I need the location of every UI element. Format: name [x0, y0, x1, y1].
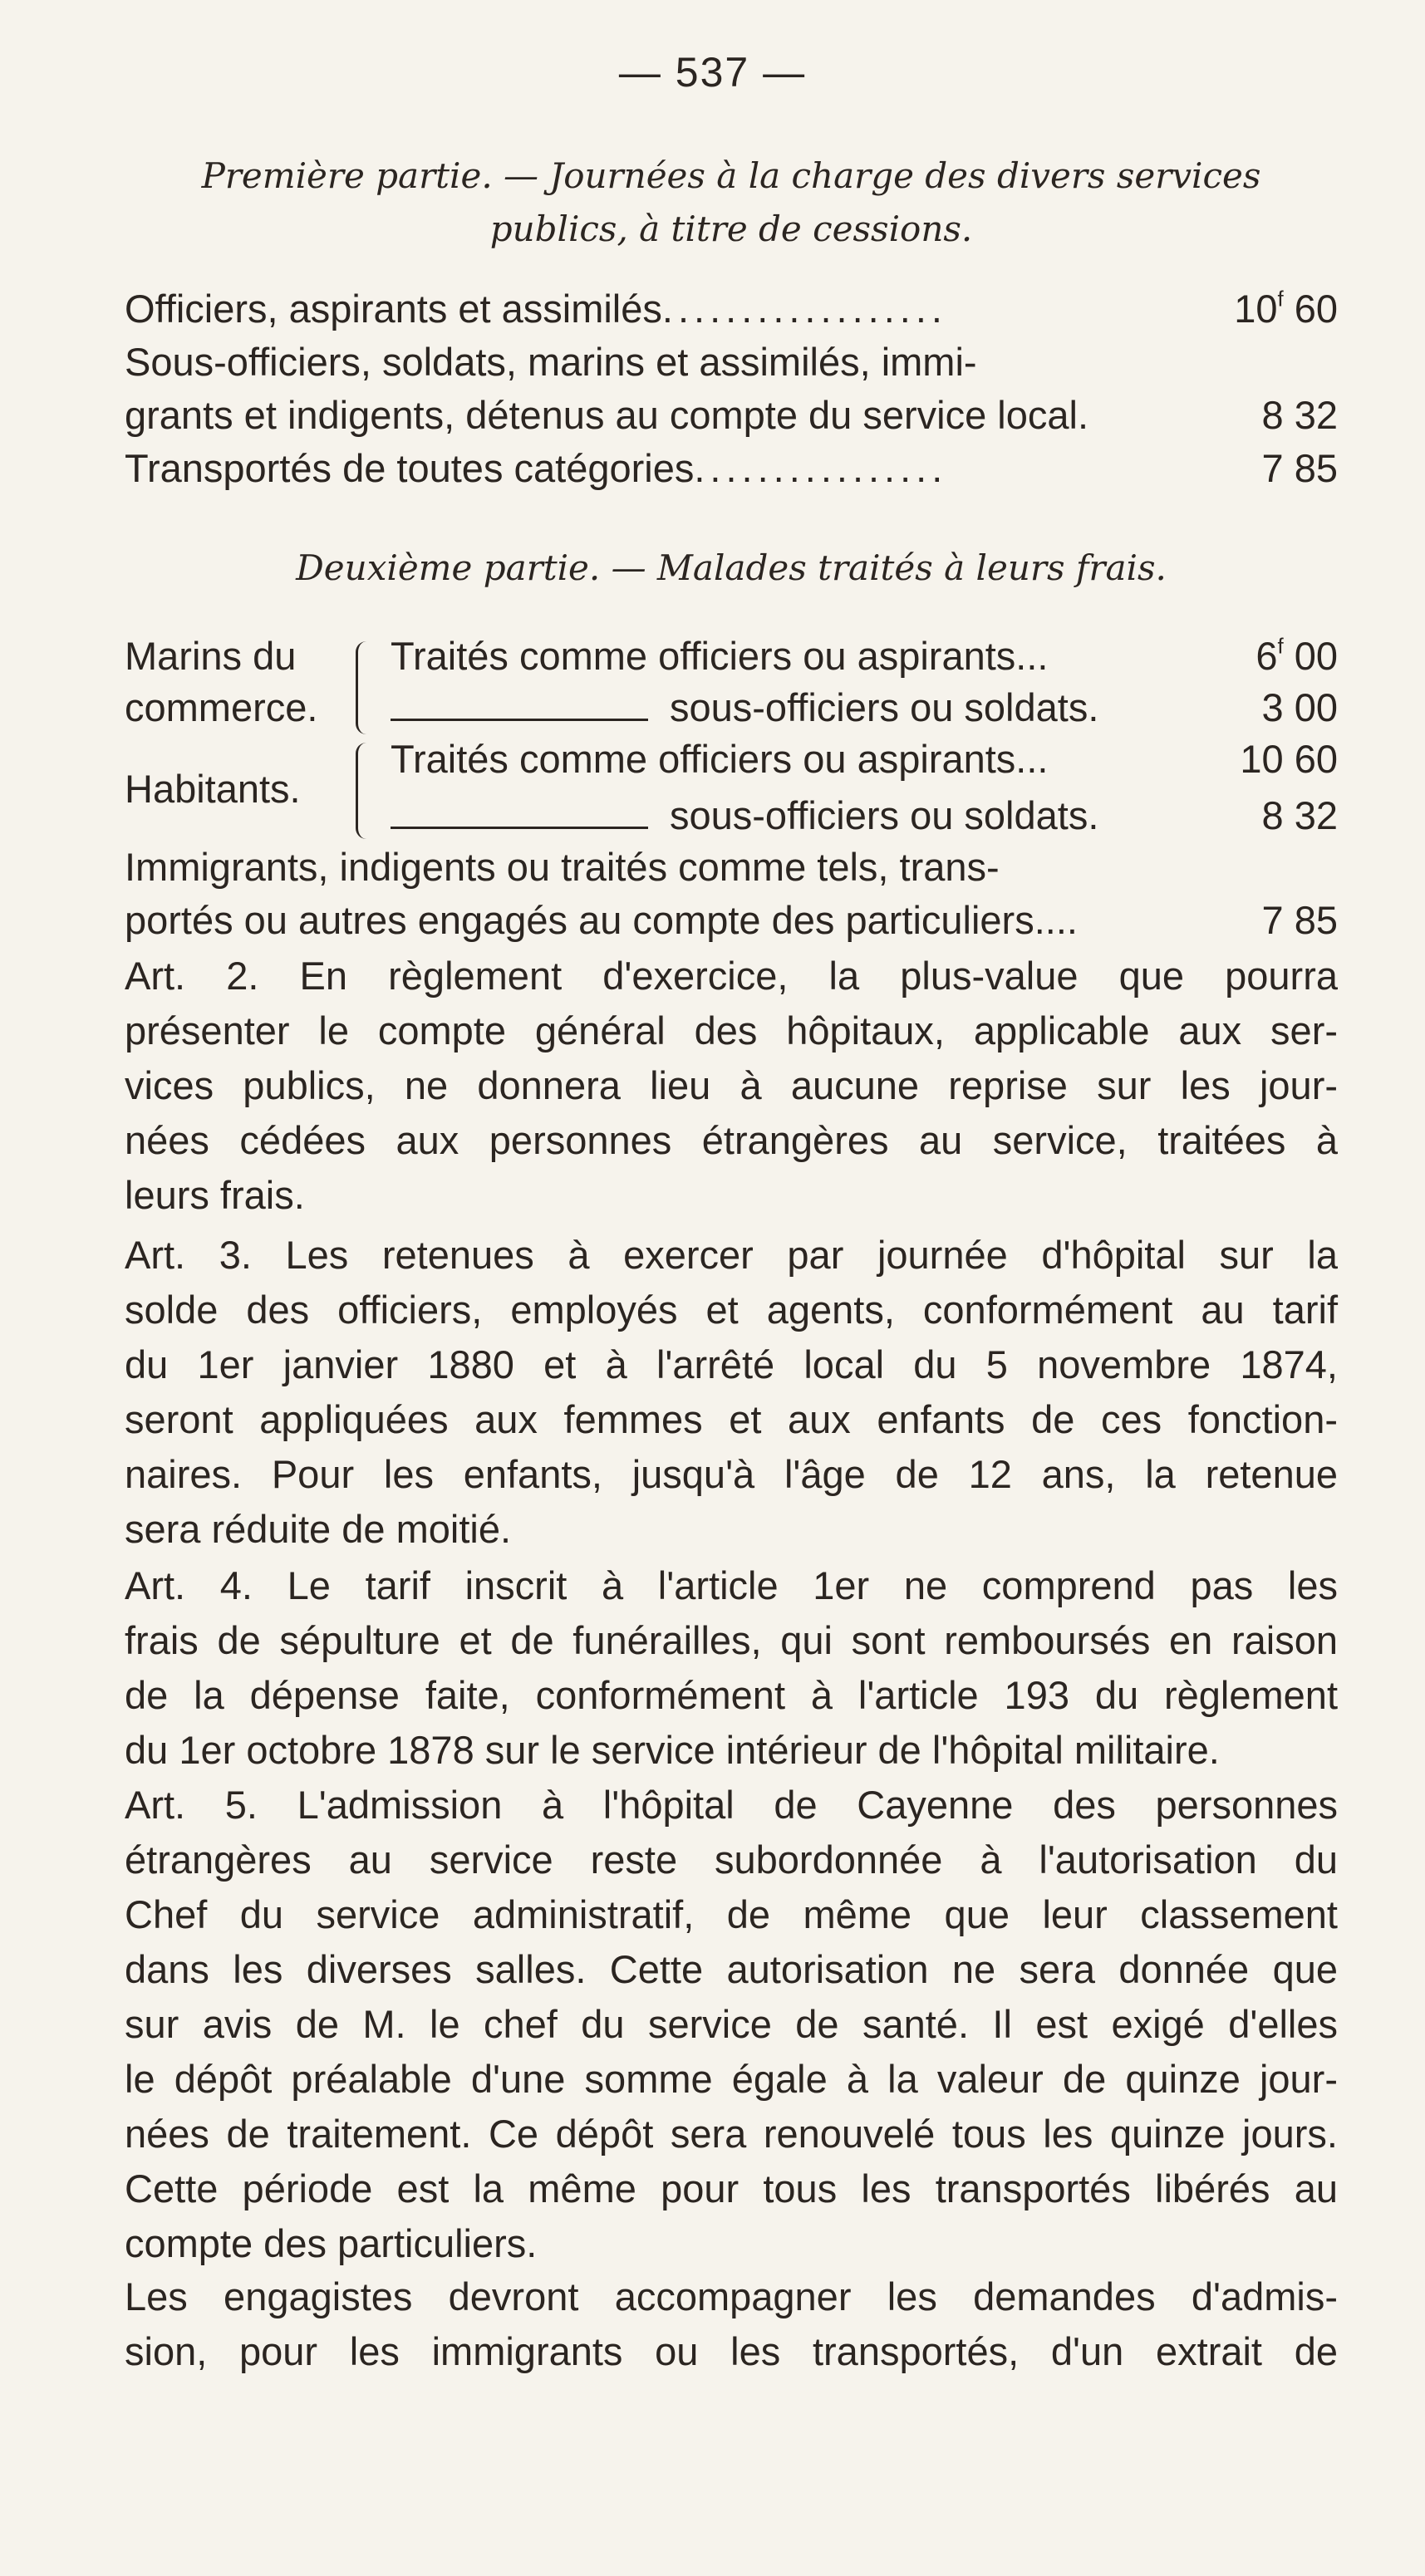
- rate-label: Traités comme officiers ou aspirants...: [391, 634, 1049, 678]
- rate-label: sous-officiers ou soldats.: [670, 685, 1099, 729]
- text-line: Art. 5. L'admission à l'hôpital de Cayenne des personnes: [125, 1783, 1338, 1827]
- rate-label: sous-officiers ou soldats.: [670, 793, 1099, 837]
- text-line: le dépôt préalable d'une somme égale à la valeur de quinze jour-: [125, 2057, 1338, 2101]
- rate-value: 3 00: [1261, 685, 1338, 729]
- tariff-row: [125, 442, 1338, 495]
- tariff-value: 8 32: [1261, 393, 1338, 437]
- rate-row: [391, 733, 1338, 786]
- tariff-label: grants et indigents, détenus au compte du service local.: [125, 393, 1089, 437]
- group-label: commerce.: [125, 685, 318, 729]
- text-line: Cette période est la même pour tous les transportés libérés au: [125, 2166, 1338, 2210]
- tariff-label: Officiers, aspirants et assimilés: [125, 287, 662, 331]
- text-line: solde des officiers, employés et agents, conformément au tarif: [125, 1288, 1338, 1332]
- rate-row: [391, 630, 1338, 683]
- tariff-row: [125, 282, 1338, 336]
- tariff-label: Immigrants, indigents ou traités comme tels, trans-: [125, 845, 1000, 889]
- group-label: Marins du: [125, 634, 297, 678]
- text-line: frais de sépulture et de funérailles, qui sont remboursés en raison: [125, 1618, 1338, 1662]
- tariff-value: 10$^f$ 60: [1234, 287, 1338, 331]
- rate-value: 6$^f$ 00: [1255, 634, 1338, 678]
- text-line: sera réduite de moitié.: [125, 1507, 512, 1551]
- rate-value: 10 60: [1240, 737, 1338, 781]
- ditto-dash: [391, 827, 648, 829]
- article-5: [125, 1778, 1338, 2271]
- tariff-row: [125, 841, 1338, 894]
- text-line: sur avis de M. le chef du service de santé. Il est exigé d'elles: [125, 2002, 1338, 2046]
- ditto-dash: [391, 719, 648, 721]
- part2-heading: Deuxième partie. — Malades traités à leurs frais.: [296, 547, 1167, 588]
- group-label: Habitants.: [125, 767, 301, 811]
- text-line: naires. Pour les enfants, jusqu'à l'âge de 12 ans, la retenue: [125, 1452, 1338, 1496]
- text-line: étrangères au service reste subordonnée à l'autorisation du: [125, 1838, 1338, 1882]
- text-line: Les engagistes devront accompagner les demandes d'admis-: [125, 2274, 1338, 2318]
- text-line: vices publics, ne donnera lieu à aucune reprise sur les jour-: [125, 1063, 1338, 1107]
- text-line: Art. 4. Le tarif inscrit à l'article 1er ne comprend pas les: [125, 1563, 1338, 1607]
- text-line: Art. 3. Les retenues à exercer par journée d'hôpital sur la: [125, 1233, 1338, 1277]
- rate-row: [391, 681, 1338, 734]
- tariff-row: [125, 894, 1338, 947]
- page-number: — 537 —: [618, 49, 807, 96]
- text-line: compte des particuliers.: [125, 2221, 538, 2265]
- part1-heading-line: publics, à titre de cessions.: [489, 209, 973, 249]
- tariff-label: Sous-officiers, soldats, marins et assimilés, immi-: [125, 340, 977, 384]
- text-line: sion, pour les immigrants ou les transportés, d'un extrait de: [125, 2329, 1338, 2373]
- rate-label: Traités comme officiers ou aspirants...: [391, 737, 1049, 781]
- text-line: du 1er octobre 1878 sur le service intérieur de l'hôpital militaire.: [125, 1728, 1220, 1772]
- tariff-row: [125, 389, 1338, 442]
- text-line: nées cédées aux personnes étrangères au service, traitées à: [125, 1118, 1338, 1162]
- leader-dots: ..................: [661, 287, 947, 331]
- text-line: du 1er janvier 1880 et à l'arrêté local du 5 novembre 1874,: [125, 1342, 1338, 1386]
- part1-heading-line: Première partie. — Journées à la charge des divers services: [201, 155, 1261, 196]
- text-line: nées de traitement. Ce dépôt sera renouvelé tous les quinze jours.: [125, 2112, 1338, 2156]
- brace: [356, 743, 366, 839]
- tariff-row: [125, 336, 1338, 389]
- rate-row: [391, 789, 1338, 842]
- part1-heading: [125, 150, 1338, 256]
- rate-value: 8 32: [1261, 793, 1338, 837]
- tariff-label: portés ou autres engagés au compte des particuliers....: [125, 898, 1078, 942]
- tariff-value: 7 85: [1261, 446, 1338, 490]
- leader-dots: ................: [694, 446, 948, 490]
- tariff-label: Transportés de toutes catégories: [125, 446, 695, 490]
- text-line: leurs frais.: [125, 1173, 305, 1217]
- text-line: présenter le compte général des hôpitaux, applicable aux ser-: [125, 1008, 1338, 1052]
- brace: [356, 641, 366, 734]
- article-3: [125, 1228, 1338, 1557]
- paragraph-engagistes: [125, 2269, 1338, 2379]
- text-line: dans les diverses salles. Cette autorisation ne sera donnée que: [125, 1947, 1338, 1991]
- text-line: seront appliquées aux femmes et aux enfants de ces fonction-: [125, 1397, 1338, 1441]
- text-line: Chef du service administratif, de même que leur classement: [125, 1892, 1338, 1936]
- text-line: Art. 2. En règlement d'exercice, la plus-value que pourra: [125, 954, 1338, 998]
- article-2: [125, 949, 1338, 1223]
- article-4: [125, 1558, 1338, 1778]
- text-line: de la dépense faite, conformément à l'article 193 du règlement: [125, 1673, 1338, 1717]
- tariff-value: 7 85: [1261, 898, 1338, 942]
